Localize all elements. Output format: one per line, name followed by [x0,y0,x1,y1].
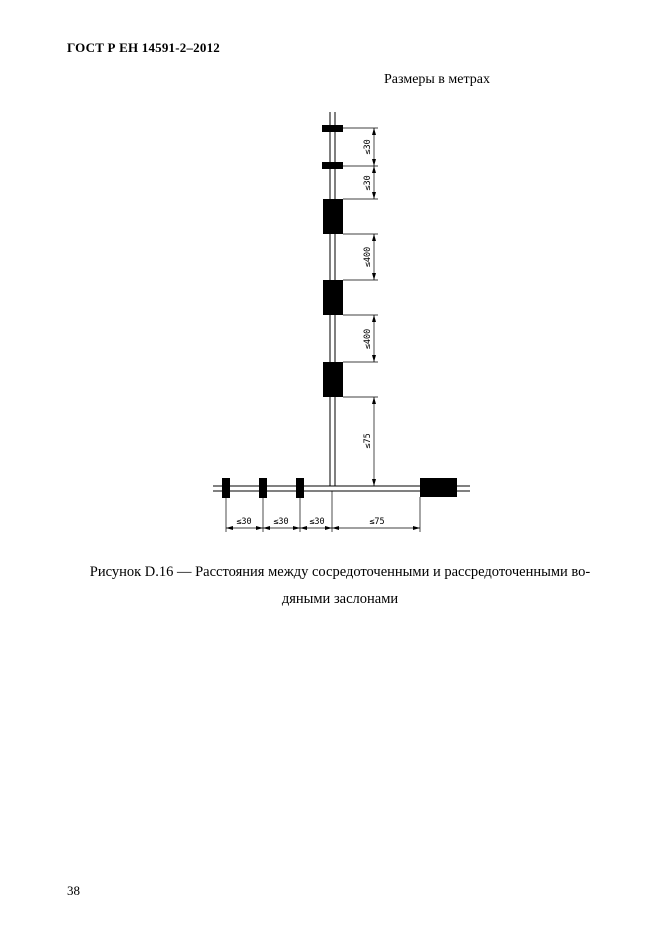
page-number: 38 [67,883,80,898]
dim-horizontal-4: ≤75 [369,517,385,527]
dim-horizontal-1: ≤30 [236,517,252,527]
distributed-curtain-h1 [420,478,457,497]
dim-vertical-4: ≤400 [363,328,373,350]
concentrated-curtain-h2 [259,478,267,498]
dim-vertical-3: ≤400 [363,246,373,268]
distributed-curtain-v1 [323,199,343,234]
document-code-header: ГОСТ Р ЕН 14591-2–2012 [67,40,220,55]
dim-vertical-1: ≤30 [363,139,373,155]
distributed-curtain-v2 [323,280,343,315]
concentrated-curtain-v2 [322,162,343,169]
dim-horizontal-3: ≤30 [309,517,325,527]
figure-caption-line-1: Рисунок D.16 — Расстояния между сосредоточенными и рассредоточенными во- [89,564,591,580]
dim-horizontal-2: ≤30 [273,517,289,527]
distributed-curtain-v3 [323,362,343,397]
dim-vertical-2: ≤30 [363,175,373,191]
concentrated-curtain-v1 [322,125,343,132]
figure-caption [60,559,620,613]
figure-caption-line-2: дяными заслонами [281,591,399,607]
units-note: Размеры в метрах [384,72,490,87]
concentrated-curtain-h1 [222,478,230,498]
concentrated-curtain-h3 [296,478,304,498]
dim-vertical-5: ≤75 [363,433,373,449]
